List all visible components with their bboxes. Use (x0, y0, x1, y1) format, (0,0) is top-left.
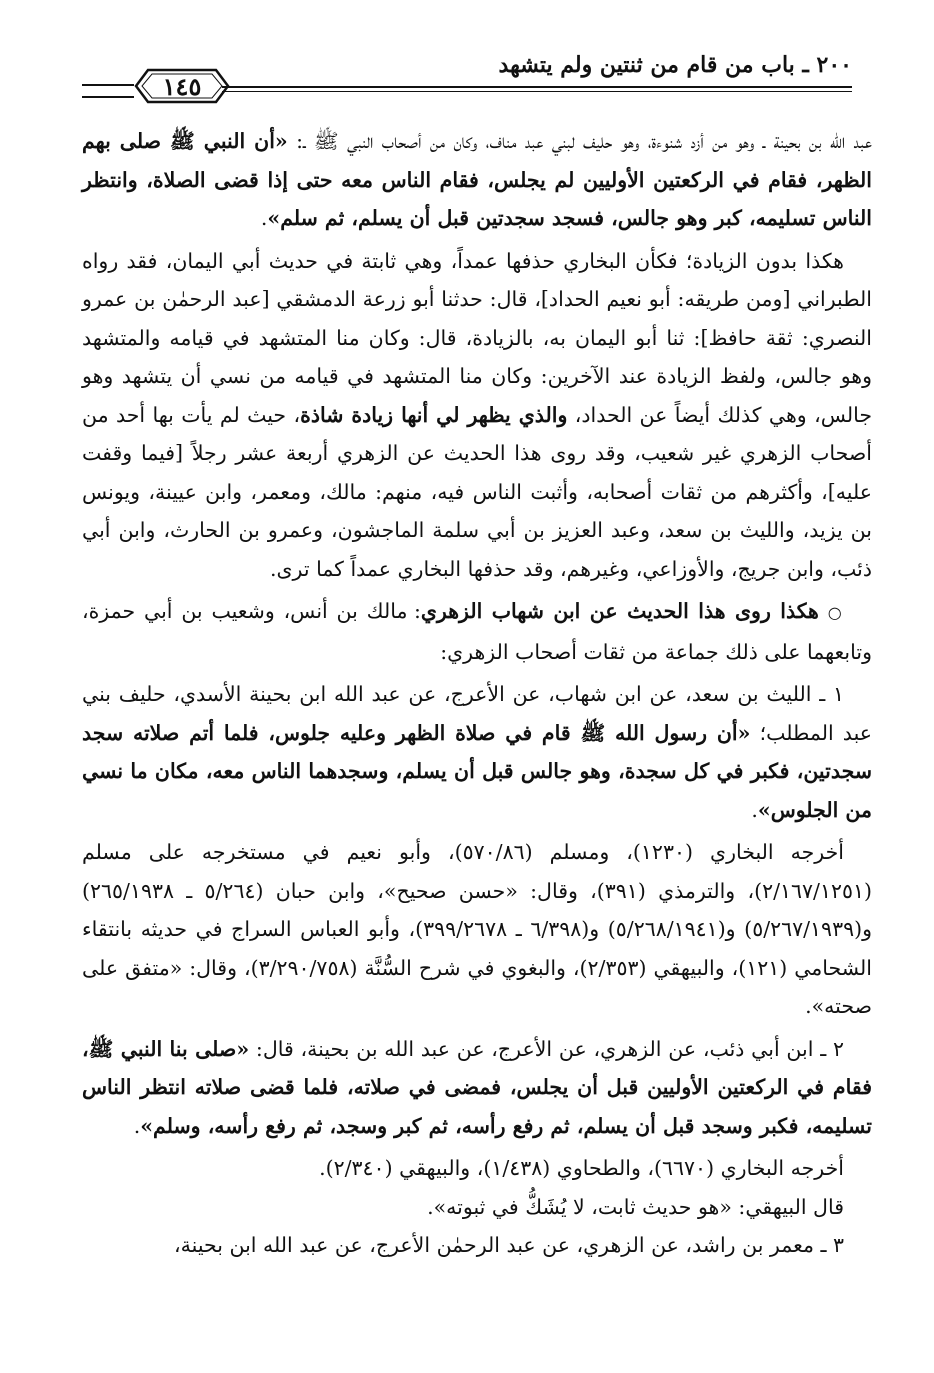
paragraph-3 (82, 592, 872, 671)
text-run: : مالك بن أنس، وشعيب بن أبي حمزة، وتابعهما على ذلك جماعة من ثقات أصحاب الزهري: (82, 599, 872, 664)
hadith-text-bold: «صلى بنا النبي ﷺ، فقام في الركعتين الأوليين قبل أن يجلس، فمضى في صلاته، فلما قضى صلاته انتظر الناس تسليمه، فكبر وسجد قبل أن يسلم، ثم رفع رأسه، ثم كبر وسجد، ثم رفع رأسه، وسلم» (82, 1036, 872, 1138)
paragraph-9 (82, 1226, 872, 1265)
header-rule (222, 86, 852, 88)
section-lead-bold: هكذا روى هذا الحديث عن ابن شهاب الزهري (420, 599, 819, 623)
text-run: . (133, 1113, 141, 1138)
hadith-text-bold: «أن رسول الله ﷺ قام في صلاة الظهر وعليه جلوس، فلما أتم صلاته سجد سجدتين، فكبر في كل سجدة، وهو جالس قبل أن يسلم، وسجدهما الناس معه، مكان ما نسي من الجلوس» (82, 720, 872, 822)
text-run: ٣ ـ معمر بن راشد، عن الزهري، عن عبد الرحمٰن الأعرج، عن عبد الله ابن بحينة، (174, 1233, 844, 1257)
text-run: ، حيث لم يأت بها أحد من أصحاب الزهري غير شعيب، وقد روى هذا الحديث عن الزهري أربعة عشر رجلاً [فيما وقفت عليه]، وأكثرهم من ثقات أصحابه، وأثبت الناس فيه، منهم: مالك، ومعمر، وابن عيينة، ويونس بن يزيد، والليث بن سعد، وعبد العزيز بن أبي سلمة الماجشون، وعمرو بن الحارث، وابن أبي ذئب، وابن جريج، والأوزاعي، وغيرهم، وقد حذفها البخاري عمداً كما ترى. (82, 402, 872, 581)
paragraph-2 (82, 242, 872, 589)
paragraph-6 (82, 1030, 872, 1146)
paragraph-1 (82, 122, 872, 238)
paragraph-5 (82, 833, 872, 1026)
paragraph-8 (82, 1188, 872, 1227)
text-run: . (751, 797, 758, 822)
running-title: ٢٠٠ ـ باب من قام من ثنتين ولم يتشهد (498, 52, 852, 78)
page-number: ١٤٥ (162, 72, 202, 101)
quote-text: قال البيهقي: «هو حديث ثابت، لا يُشَكُّ في ثبوته». (427, 1194, 844, 1219)
page-number-badge (134, 66, 230, 106)
page-header (82, 48, 852, 101)
circle-bullet-icon: ○ (827, 603, 844, 622)
text-run: . (260, 206, 268, 230)
text-run: هكذا بدون الزيادة؛ فكأن البخاري حذفها عمداً، وهي ثابتة في حديث أبي اليمان، فقد رواه الطبراني [ومن طريقه: أبو نعيم الحداد]، قال: حدثنا أبو زرعة الدمشقي [عبد الرحمٰن بن عمرو النصري: ثقة حافظ]: ثنا أبو اليمان به، بالزيادة، قال: وكان منا المتشهد في قيامه والمتشهد وهو جالس، ولفظ الزيادة عند الآخرين: وكان منا المتشهد في قيامه من نسي أن يتشهد وهو جالس، وهي كذلك أيضاً عن الحداد، (82, 248, 872, 427)
text-run: عبد الله بن بحينة ـ وهو من أزد شنوءة، وهو حليف لبني عبد مناف، وكان من أصحاب النبي ﷺ ـ: (287, 129, 873, 153)
paragraph-4 (82, 675, 872, 829)
header-left-ornament-lines (82, 84, 134, 98)
citation-text: أخرجه البخاري (٦٦٧٠)، والطحاوي (١/٤٣٨)، والبيهقي (٢/٣٤٠). (319, 1156, 844, 1180)
page-body (82, 122, 872, 1265)
text-run: ٢ ـ ابن أبي ذئب، عن الزهري، عن الأعرج، عن عبد الله بن بحينة، قال: (249, 1036, 844, 1061)
header-rule-thin (222, 91, 852, 92)
paragraph-7 (82, 1149, 872, 1188)
emphasis-bold: والذي يظهر لي أنها زيادة شاذة (300, 402, 568, 427)
hadith-text-bold: «أن النبي ﷺ صلى بهم الظهر، فقام في الركعتين الأوليين لم يجلس، فقام الناس معه حتى إذا قضى الصلاة، وانتظر الناس تسليمه، كبر وهو جالس، فسجد سجدتين قبل أن يسلم، ثم سلم» (82, 129, 872, 230)
citation-text: أخرجه البخاري (١٢٣٠)، ومسلم (٥٧٠/٨٦)، وأبو نعيم في مستخرجه على مسلم (٢/١٦٧/١٢٥١)، والترمذي (٣٩١)، وقال: «حسن صحيح»، وابن حبان (٥/٢٦٤ ـ ٢٦٥/١٩٣٨) و(٥/٢٦٧/١٩٣٩) و(٥/٢٦٨/١٩٤١) و(٦/٣٩٨ ـ ٣٩٩/٢٦٧٨)، وأبو العباس السراج في حديثه بانتقاء الشحامي (١٢١)، والبيهقي (٢/٣٥٣)، والبغوي في شرح السُّنَّة (٣/٢٩٠/٧٥٨)، وقال: «متفق على صحته». (82, 840, 872, 1018)
text-run: ١ ـ الليث بن سعد، عن ابن شهاب، عن الأعرج، عن عبد الله ابن بحينة الأسدي، حليف بني عبد المطلب؛ (82, 682, 872, 745)
